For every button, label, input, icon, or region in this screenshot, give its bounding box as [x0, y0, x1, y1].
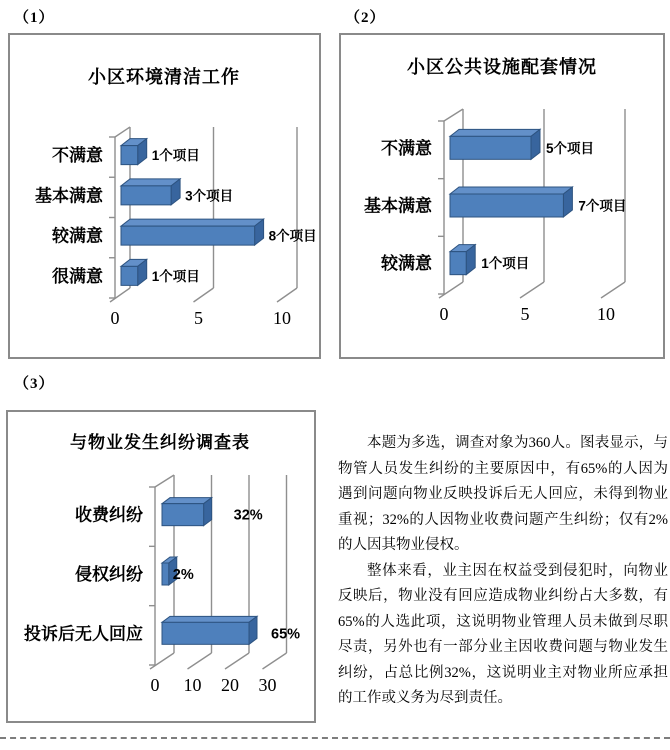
bar-top-face: [162, 616, 257, 622]
analysis-text: [338, 431, 668, 712]
bar: [450, 136, 531, 159]
bar-chart-environment-cleaning: [10, 35, 319, 357]
category-label: 基本满意: [364, 196, 432, 216]
section-label-1: （1）: [14, 10, 55, 26]
bar-data-label: 1个项目: [151, 268, 200, 284]
category-label: 不满意: [381, 138, 432, 158]
section-label-2: （2）: [345, 10, 386, 26]
wall-top-edge: [115, 127, 130, 137]
bar: [121, 146, 138, 165]
x-axis-tick: [225, 653, 249, 669]
x-axis-tick: [601, 282, 625, 298]
bar-top-face: [121, 219, 264, 226]
x-axis-tick-label: 10: [183, 675, 202, 695]
wall-top-edge: [444, 109, 463, 121]
bar-data-label: 8个项目: [268, 228, 317, 244]
bar-chart-property-disputes: [8, 412, 314, 721]
bar-top-face: [450, 129, 540, 136]
category-label: 收费纠纷: [75, 505, 143, 525]
analysis-paragraph-1: 本题为多选，调查对象为360人。图表显示，与物管人员发生纠纷的主要原因中，有65%的人因为遇到问题向物业反映投诉后无人回应，未得到物业重视；32%的人因物业收费问题产生纠纷；仅有2%的人因其物业侵权。: [338, 435, 668, 553]
category-label: 不满意: [52, 146, 103, 166]
bar-data-label: 65%: [271, 626, 301, 643]
chart-title: 与物业发生纠纷调查表: [70, 433, 250, 452]
bar: [121, 266, 138, 285]
x-axis-tick: [110, 288, 130, 302]
category-label: 投诉后无人回应: [24, 624, 143, 644]
category-label: 较满意: [52, 226, 103, 246]
x-axis-tick: [439, 282, 463, 298]
bar: [162, 563, 169, 585]
category-label: 很满意: [52, 266, 103, 286]
analysis-paragraph-2: 整体来看，业主因在权益受到侵犯时，向物业反映后，物业没有回应造成物业纠纷占大多数，有65%的人选此项，这说明物业管理人员未做到尽职尽责，另外也有一部分业主因收费问题与物业发生纠纷，占总比例32%，这说明业主对物业所应承担的工作或义务为尽到责任。: [338, 562, 668, 706]
x-axis-tick-label: 10: [597, 304, 615, 324]
bar-data-label: 1个项目: [481, 256, 530, 272]
x-axis-tick-label: 20: [221, 675, 239, 695]
x-axis-tick-label: 5: [194, 308, 203, 328]
bar: [162, 504, 204, 526]
category-label: 基本满意: [35, 186, 103, 206]
x-axis-tick: [194, 288, 214, 302]
x-axis-tick: [188, 653, 212, 669]
bar-data-label: 3个项目: [185, 188, 234, 204]
x-axis-tick: [150, 653, 174, 669]
x-axis-tick-label: 5: [520, 304, 530, 324]
x-axis-tick-label: 0: [150, 675, 160, 695]
x-axis-tick: [520, 282, 544, 298]
x-axis-tick: [277, 288, 297, 302]
bar-data-label: 2%: [172, 567, 194, 583]
chart-box-2: [339, 33, 665, 359]
chart-box-1: [8, 33, 321, 359]
x-axis-tick-label: 30: [258, 675, 277, 695]
bar-data-label: 1个项目: [151, 148, 200, 164]
bar-top-face: [121, 179, 180, 186]
bar: [450, 252, 466, 275]
bar: [121, 186, 171, 205]
wall-top-edge: [155, 475, 174, 487]
bar-chart-public-facilities: [341, 35, 663, 357]
category-label: 侵权纠纷: [75, 565, 143, 584]
bar-top-face: [450, 187, 572, 194]
x-axis-tick-label: 0: [110, 308, 120, 328]
chart-title: 小区环境清洁工作: [88, 67, 240, 87]
x-axis-tick: [263, 653, 287, 669]
bar: [162, 622, 249, 644]
chart-title: 小区公共设施配套情况: [407, 57, 597, 77]
x-axis-tick-label: 0: [439, 304, 449, 324]
dashed-divider: [0, 737, 670, 739]
bar: [121, 226, 255, 245]
bar-data-label: 7个项目: [578, 198, 627, 214]
bar: [450, 194, 563, 217]
chart-box-3: [6, 410, 316, 723]
bar-data-label: 5个项目: [546, 140, 595, 156]
section-label-3: （3）: [14, 376, 55, 392]
x-axis-tick-label: 10: [273, 308, 291, 328]
category-label: 较满意: [381, 254, 432, 274]
bar-data-label: 32%: [233, 507, 263, 524]
